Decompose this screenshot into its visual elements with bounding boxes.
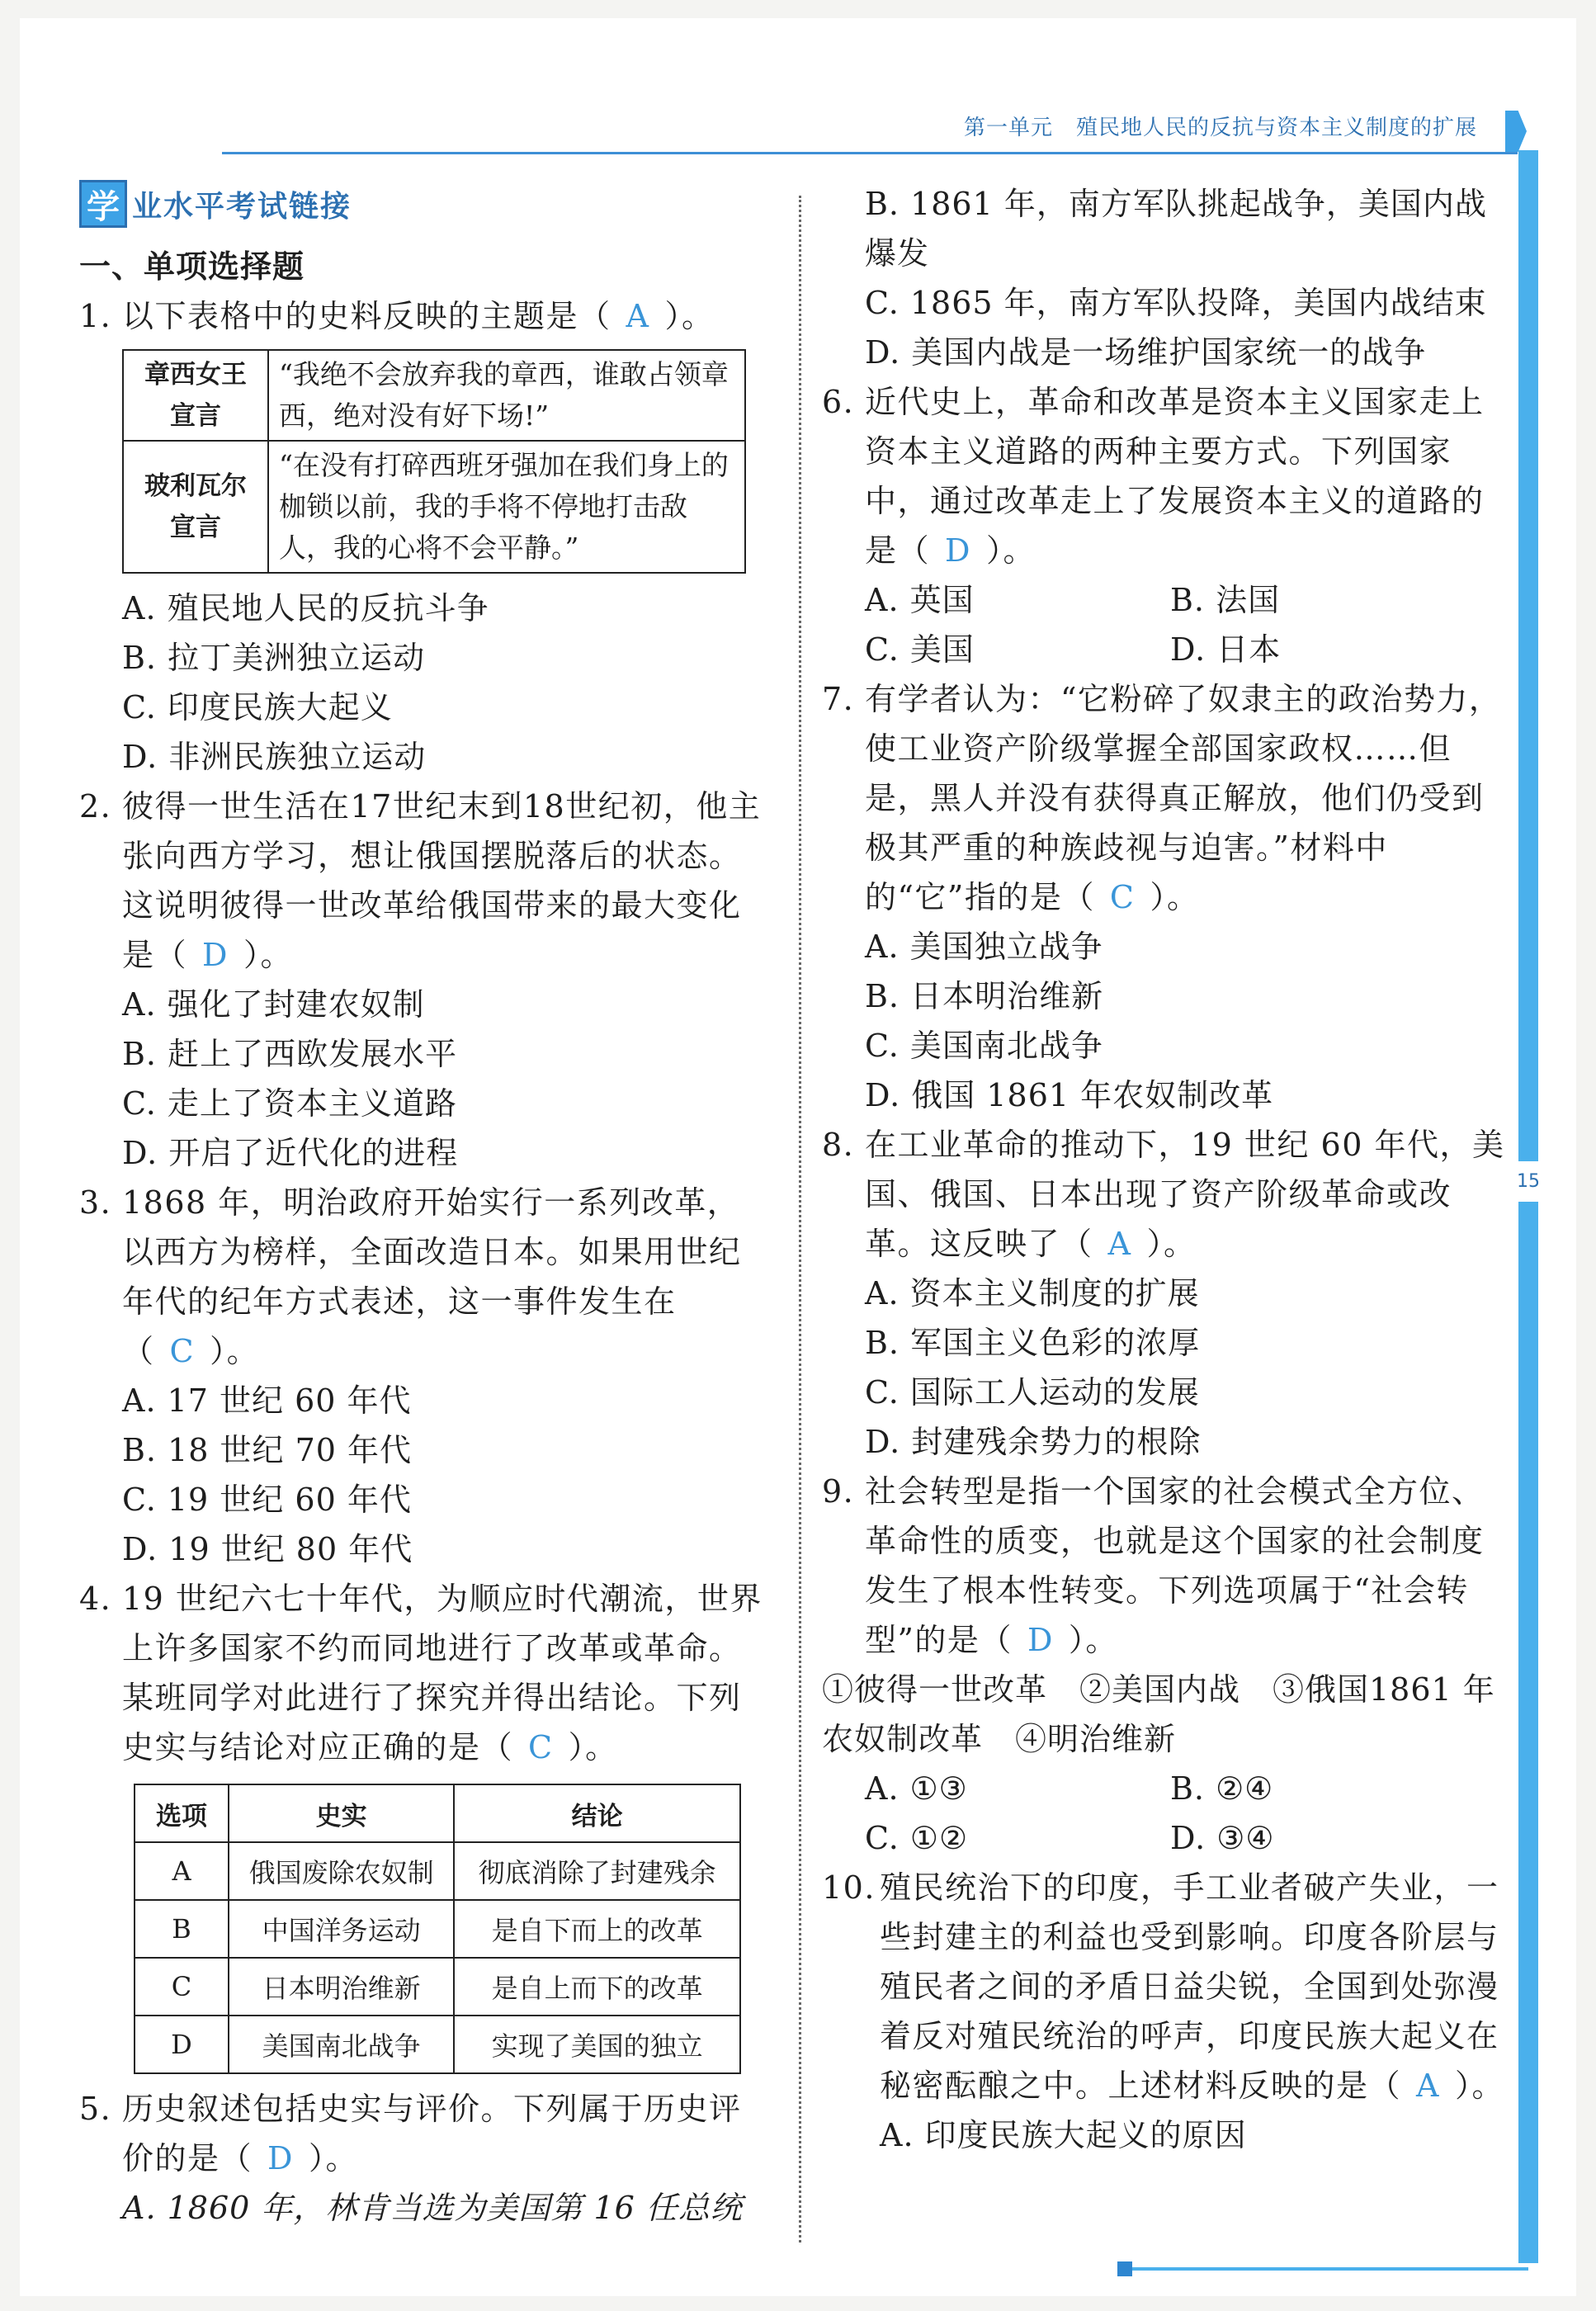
- question-text: 19 世纪六七十年代，为顺应时代潮流，世界上许多国家不约而同地进行了改革或革命。某班同学对此进行了探究并得出结论。下列史实与结论对应正确的是（: [122, 1581, 763, 1765]
- table-cell: A: [135, 1842, 229, 1900]
- option: C. 国际工人运动的发展: [865, 1374, 1200, 1411]
- table-header: 结论: [454, 1784, 740, 1842]
- option: D. 俄国 1861 年农奴制改革: [865, 1077, 1274, 1113]
- option: A. 英国: [865, 582, 975, 618]
- option: B. 军国主义色彩的浓厚: [865, 1325, 1201, 1361]
- option: D. 开启了近代化的进程: [122, 1135, 459, 1171]
- table-cell: B: [135, 1900, 229, 1958]
- facts-conclusion-table: [134, 1784, 741, 2074]
- table-row: [123, 441, 745, 573]
- option-row: [822, 1813, 1507, 1863]
- question-text: 有学者认为：“它粉碎了奴隶主的政治势力，使工业资产阶级掌握全部国家政权……但是，黑人并没有获得真正解放，他们仍受到极其严重的种族歧视与迫害。”材料中的“它”指的是（: [865, 681, 1502, 915]
- option: B. 日本明治维新: [865, 978, 1104, 1014]
- table-cell: 是自上而下的改革: [454, 1958, 740, 2016]
- option: D. 封建残余势力的根除: [865, 1424, 1202, 1460]
- answer-mark: D: [945, 532, 971, 569]
- question-text-end: ）。: [664, 298, 715, 334]
- left-column: [79, 175, 764, 2233]
- option: D. 19 世纪 80 年代: [122, 1531, 413, 1567]
- header-unit: 第一单元: [963, 116, 1053, 140]
- question-number: 8.: [822, 1127, 855, 1163]
- right-column: [822, 179, 1507, 2160]
- question-number: 3.: [79, 1184, 112, 1221]
- question-9-items: ①彼得一世改革 ②美国内战 ③俄国1861 年农奴制改革 ④明治维新: [822, 1671, 1495, 1757]
- bottom-rule: [1132, 2267, 1528, 2271]
- section-heading: 一、单项选择题: [79, 248, 305, 285]
- option-row: [822, 1764, 1507, 1813]
- banner-title: 业水平考试链接: [132, 189, 352, 224]
- option: C. 美国南北战争: [865, 1028, 1103, 1064]
- option: A. 资本主义制度的扩展: [865, 1275, 1200, 1311]
- question-text: 彼得一世生活在17世纪末到18世纪初，他主张向西方学习，想让俄国摆脱落后的状态。这说明彼得一世改革给俄国带来的最大变化是（: [122, 788, 762, 973]
- answer-mark: C: [1109, 879, 1136, 915]
- question-text: 以下表格中的史料反映的主题是（: [122, 298, 611, 334]
- question-5-stem: [79, 2084, 764, 2183]
- question-2-stem: [79, 782, 764, 980]
- question-number: 7.: [822, 681, 855, 717]
- page-number: 15: [1505, 1161, 1551, 1202]
- question-9-stem: [822, 1467, 1507, 1665]
- table-label: 玻利瓦尔宣言: [123, 441, 268, 573]
- header-rule: [222, 152, 1518, 154]
- question-number: 10.: [822, 1869, 876, 1906]
- question-text-end: ）。: [1146, 1226, 1197, 1262]
- section-banner: [79, 175, 764, 233]
- question-6-stem: [822, 377, 1507, 575]
- question-text-end: ）。: [568, 1729, 618, 1765]
- question-text: 在工业革命的推动下，19 世纪 60 年代，美国、俄国、日本出现了资产阶级革命或改革。这反映了（: [865, 1127, 1505, 1262]
- table-cell: 实现了美国的独立: [454, 2016, 740, 2073]
- option: A. 殖民地人民的反抗斗争: [122, 590, 489, 626]
- banner-xue-icon: 学: [79, 180, 127, 228]
- question-number: 4.: [79, 1581, 112, 1617]
- answer-mark: A: [1107, 1226, 1132, 1262]
- option: B. ②④: [1170, 1770, 1274, 1807]
- table-row: [135, 2016, 740, 2073]
- option: A. 强化了封建农奴制: [122, 986, 425, 1023]
- question-3-stem: [79, 1178, 764, 1376]
- answer-mark: C: [169, 1333, 196, 1369]
- bottom-square-mark: [1117, 2261, 1132, 2276]
- table-cell: 美国南北战争: [229, 2016, 454, 2073]
- table-row: [135, 1900, 740, 1958]
- question-1-stem: [79, 291, 764, 341]
- table-row: [135, 1842, 740, 1900]
- option: A. 美国独立战争: [865, 929, 1103, 965]
- question-text: 1868 年，明治政府开始实行一系列改革，以西方为榜样，全面改造日本。如果用世纪年代的纪年方式表述，这一事件发生在（: [122, 1184, 742, 1369]
- option: C. 印度民族大起义: [122, 689, 393, 725]
- question-text-end: ）。: [308, 2140, 358, 2176]
- option: A. 印度民族大起义的原因: [880, 2117, 1247, 2153]
- question-4-stem: [79, 1574, 764, 1772]
- option: B. 赶上了西欧发展水平: [122, 1036, 458, 1072]
- question-10-stem: [822, 1863, 1507, 2110]
- option: C. 走上了资本主义道路: [122, 1085, 457, 1122]
- answer-mark: A: [626, 298, 650, 334]
- side-edge-bar: [1518, 150, 1538, 2263]
- option: A. 1860 年，林肯当选为美国第 16 任总统: [122, 2190, 743, 2226]
- header-tab-arrow: [1505, 111, 1527, 152]
- option: A. ①③: [865, 1770, 968, 1807]
- table-cell: 彻底消除了封建残余: [454, 1842, 740, 1900]
- table-cell: 日本明治维新: [229, 1958, 454, 2016]
- header-title: 殖民地人民的反抗与资本主义制度的扩展: [1075, 116, 1477, 140]
- table-cell: D: [135, 2016, 229, 2073]
- question-number: 5.: [79, 2091, 112, 2127]
- option: D. 美国内战是一场维护国家统一的战争: [865, 334, 1427, 371]
- table-cell: 是自下而上的改革: [454, 1900, 740, 1958]
- table-row: [123, 350, 745, 441]
- option: C. ①②: [865, 1820, 969, 1856]
- option: B. 法国: [1170, 582, 1281, 618]
- question-8-stem: [822, 1120, 1507, 1269]
- question-text-end: ）。: [210, 1333, 260, 1369]
- option: A. 17 世纪 60 年代: [122, 1382, 412, 1419]
- table-cell: “在没有打碎西班牙强加在我们身上的枷锁以前，我的手将不停地打击敌人，我的心将不会平静。”: [268, 441, 745, 573]
- source-table: [122, 349, 746, 574]
- question-text-end: ）。: [1068, 1622, 1118, 1658]
- answer-mark: C: [528, 1729, 554, 1765]
- table-header: 史实: [229, 1784, 454, 1842]
- question-text: 社会转型是指一个国家的社会模式全方位、革命性的质变，也就是这个国家的社会制度发生了根本性转变。下列选项属于“社会转型”的是（: [865, 1473, 1485, 1658]
- question-number: 6.: [822, 384, 855, 420]
- question-text-end: ）。: [1150, 879, 1200, 915]
- option: C. 1865 年，南方军队投降，美国内战结束: [865, 285, 1487, 321]
- option-row: [822, 575, 1507, 625]
- option: B. 18 世纪 70 年代: [122, 1432, 413, 1468]
- page: [20, 18, 1576, 2296]
- option: D. ③④: [1170, 1820, 1275, 1856]
- question-text-end: ）。: [985, 532, 1036, 569]
- table-cell: “我绝不会放弃我的章西，谁敢占领章西，绝对没有好下场!”: [268, 350, 745, 441]
- table-header-row: [135, 1784, 740, 1842]
- option: B. 拉丁美洲独立运动: [122, 640, 426, 676]
- column-divider: [799, 196, 801, 2242]
- option-row: [822, 625, 1507, 674]
- question-number: 9.: [822, 1473, 855, 1510]
- question-7-stem: [822, 674, 1507, 922]
- table-cell: C: [135, 1958, 229, 2016]
- table-cell: 中国洋务运动: [229, 1900, 454, 1958]
- question-text: 近代史上，革命和改革是资本主义国家走上资本主义道路的两种主要方式。下列国家中，通过改革走上了发展资本主义的道路的是（: [865, 384, 1485, 569]
- running-header: [941, 111, 1477, 141]
- answer-mark: D: [202, 937, 229, 973]
- question-number: 2.: [79, 788, 112, 825]
- table-header: 选项: [135, 1784, 229, 1842]
- question-text-end: ）。: [1454, 2068, 1504, 2104]
- question-text-end: ）。: [243, 937, 293, 973]
- option: D. 日本: [1170, 631, 1282, 668]
- question-text: 殖民统治下的印度，手工业者破产失业，一些封建主的利益也受到影响。印度各阶层与殖民者之间的矛盾日益尖锐，全国到处弥漫着反对殖民统治的呼声，印度民族大起义在秘密酝酿之中。上述材料反映的是（: [880, 1869, 1499, 2104]
- table-row: [135, 1958, 740, 2016]
- answer-mark: D: [267, 2140, 294, 2176]
- table-cell: 俄国废除农奴制: [229, 1842, 454, 1900]
- option: B. 1861 年，南方军队挑起战争，美国内战爆发: [865, 186, 1487, 272]
- option: C. 美国: [865, 631, 975, 668]
- question-number: 1.: [79, 298, 112, 334]
- answer-mark: A: [1416, 2068, 1440, 2104]
- answer-mark: D: [1027, 1622, 1054, 1658]
- question-text: 历史叙述包括史实与评价。下列属于历史评价的是（: [122, 2091, 742, 2176]
- option: C. 19 世纪 60 年代: [122, 1482, 412, 1518]
- option: D. 非洲民族独立运动: [122, 739, 427, 775]
- table-label: 章西女王宣言: [123, 350, 268, 441]
